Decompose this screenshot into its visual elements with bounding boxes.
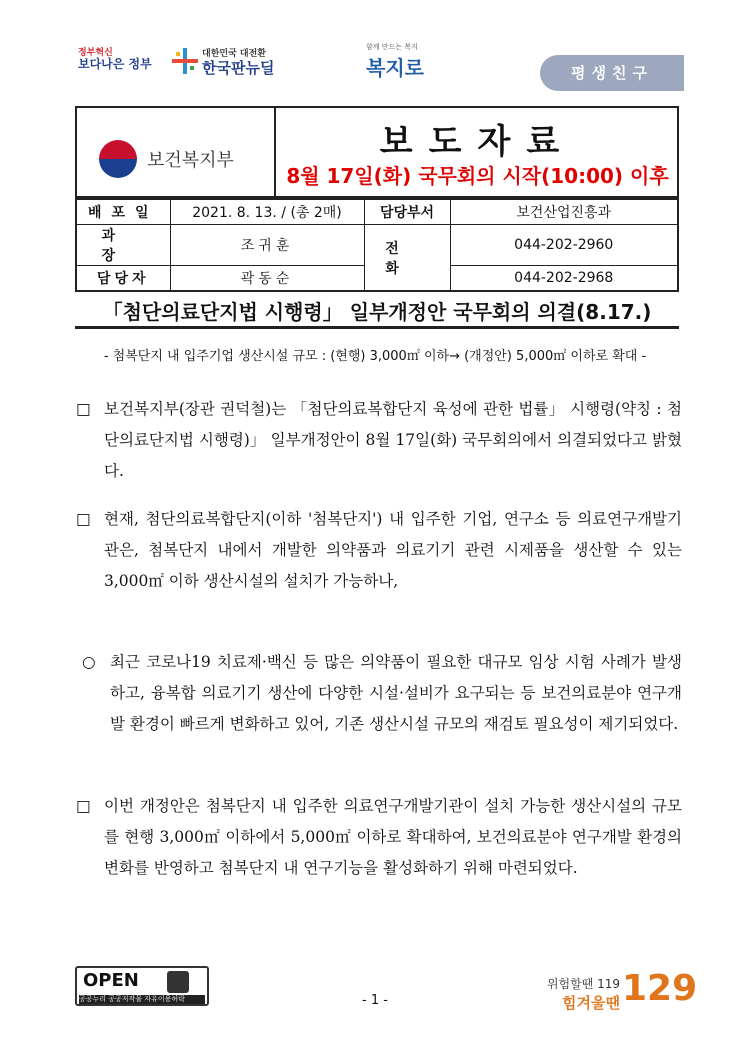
staff-name: 곽동순: [170, 266, 364, 292]
phone-label: 전화: [364, 225, 450, 292]
paragraph-text: 최근 코로나19 치료제·백신 등 많은 의약품이 필요한 대규모 임상 시험 사례가 발생하고, 융복합 의료기기 생산에 다양한 시설·설비가 요구되는 등 보건의료분야 연구개발 환경이 빠르게 변화하고 있어, 기존 생산시설 규모의 재검토 필요성이 제기되었다.: [110, 653, 682, 733]
newdeal-icon: [172, 48, 198, 74]
chief-name: 조귀훈: [170, 225, 364, 266]
paragraph-text: 이번 개정안은 첨복단지 내 입주한 의료연구개발기관이 설치 가능한 생산시설의 규모를 현행 3,000㎡ 이하에서 5,000㎡ 이하로 확대하여, 보건의료분야 연구개발 환경의 변화를 반영하고 첨복단지 내 연구기능을 활성화하기 위해 마련되었다.: [104, 797, 682, 877]
paragraph-2: [76, 504, 682, 597]
welfare-logo: 함께 만드는 복지 복지로: [366, 43, 424, 80]
embargo-notice: 8월 17일(화) 국무회의 시작(10:00) 이후: [286, 164, 669, 188]
phone-2: 044-202-2968: [450, 266, 678, 292]
lifelong-friend-badge: 평생친구: [540, 55, 684, 91]
table-row: [76, 225, 678, 266]
dept-value: 보건산업진흥과: [450, 199, 678, 225]
paragraph-text: 현재, 첨단의료복합단지(이하 '첨복단지') 내 입주한 기업, 연구소 등 의료연구개발기관은, 첨복단지 내에서 개발한 의약품과 의료기기 관련 시제품을 생산할 수 있는 3,000㎡ 이하 생산시설의 설치가 가능하나,: [104, 510, 682, 590]
open-license-logo: OPEN 공공누리 공공저작물 자유이용허락: [75, 966, 209, 1006]
ministry-name: 보건복지부: [147, 150, 234, 171]
helpline-number: 129: [622, 968, 698, 1009]
person-icon: [167, 971, 189, 993]
dist-date-value: 2021. 8. 13. / (총 2매): [170, 199, 364, 225]
circle-bullet-icon: ○: [82, 653, 96, 671]
table-row: [76, 199, 678, 225]
paragraph-text: 보건복지부(장관 권덕철)는 「첨단의료복합단지 육성에 관한 법률」 시행령(약칭 : 첨단의료단지법 시행령)」 일부개정안이 8월 17일(화) 국무회의에서 의결되었다고 밝혔다.: [104, 400, 682, 480]
chief-label: 과장: [76, 225, 170, 266]
paragraph-4: [76, 791, 682, 884]
staff-label: 담당자: [76, 266, 170, 292]
square-bullet-icon: □: [76, 797, 91, 815]
ministry-emblem-icon: [99, 140, 137, 178]
paragraph-1: [76, 394, 682, 487]
page-number: - 1 -: [362, 993, 388, 1008]
headline-rule: [75, 326, 679, 329]
phone-1: 044-202-2960: [450, 225, 678, 266]
square-bullet-icon: □: [76, 510, 91, 528]
headline: 「첨단의료단지법 시행령」 일부개정안 국무회의 의결(8.17.): [102, 300, 652, 324]
page-title: 보도자료: [379, 122, 576, 162]
press-release-header: [75, 106, 679, 198]
paragraph-3: [82, 647, 682, 740]
helpline-text: 위험할땐 119 힘겨울땐: [546, 977, 620, 1012]
square-bullet-icon: □: [76, 400, 91, 418]
dist-date-label: 배포일: [76, 199, 170, 225]
contact-table: [75, 198, 679, 292]
dept-label: 담당부서: [364, 199, 450, 225]
gov-innovation-logo: 정부혁신 보다나은 정부: [78, 48, 152, 71]
subheadline: - 첨복단지 내 입주기업 생산시설 규모 : (현행) 3,000㎡ 이하→ (개정안) 5,000㎡ 이하로 확대 -: [103, 349, 647, 364]
